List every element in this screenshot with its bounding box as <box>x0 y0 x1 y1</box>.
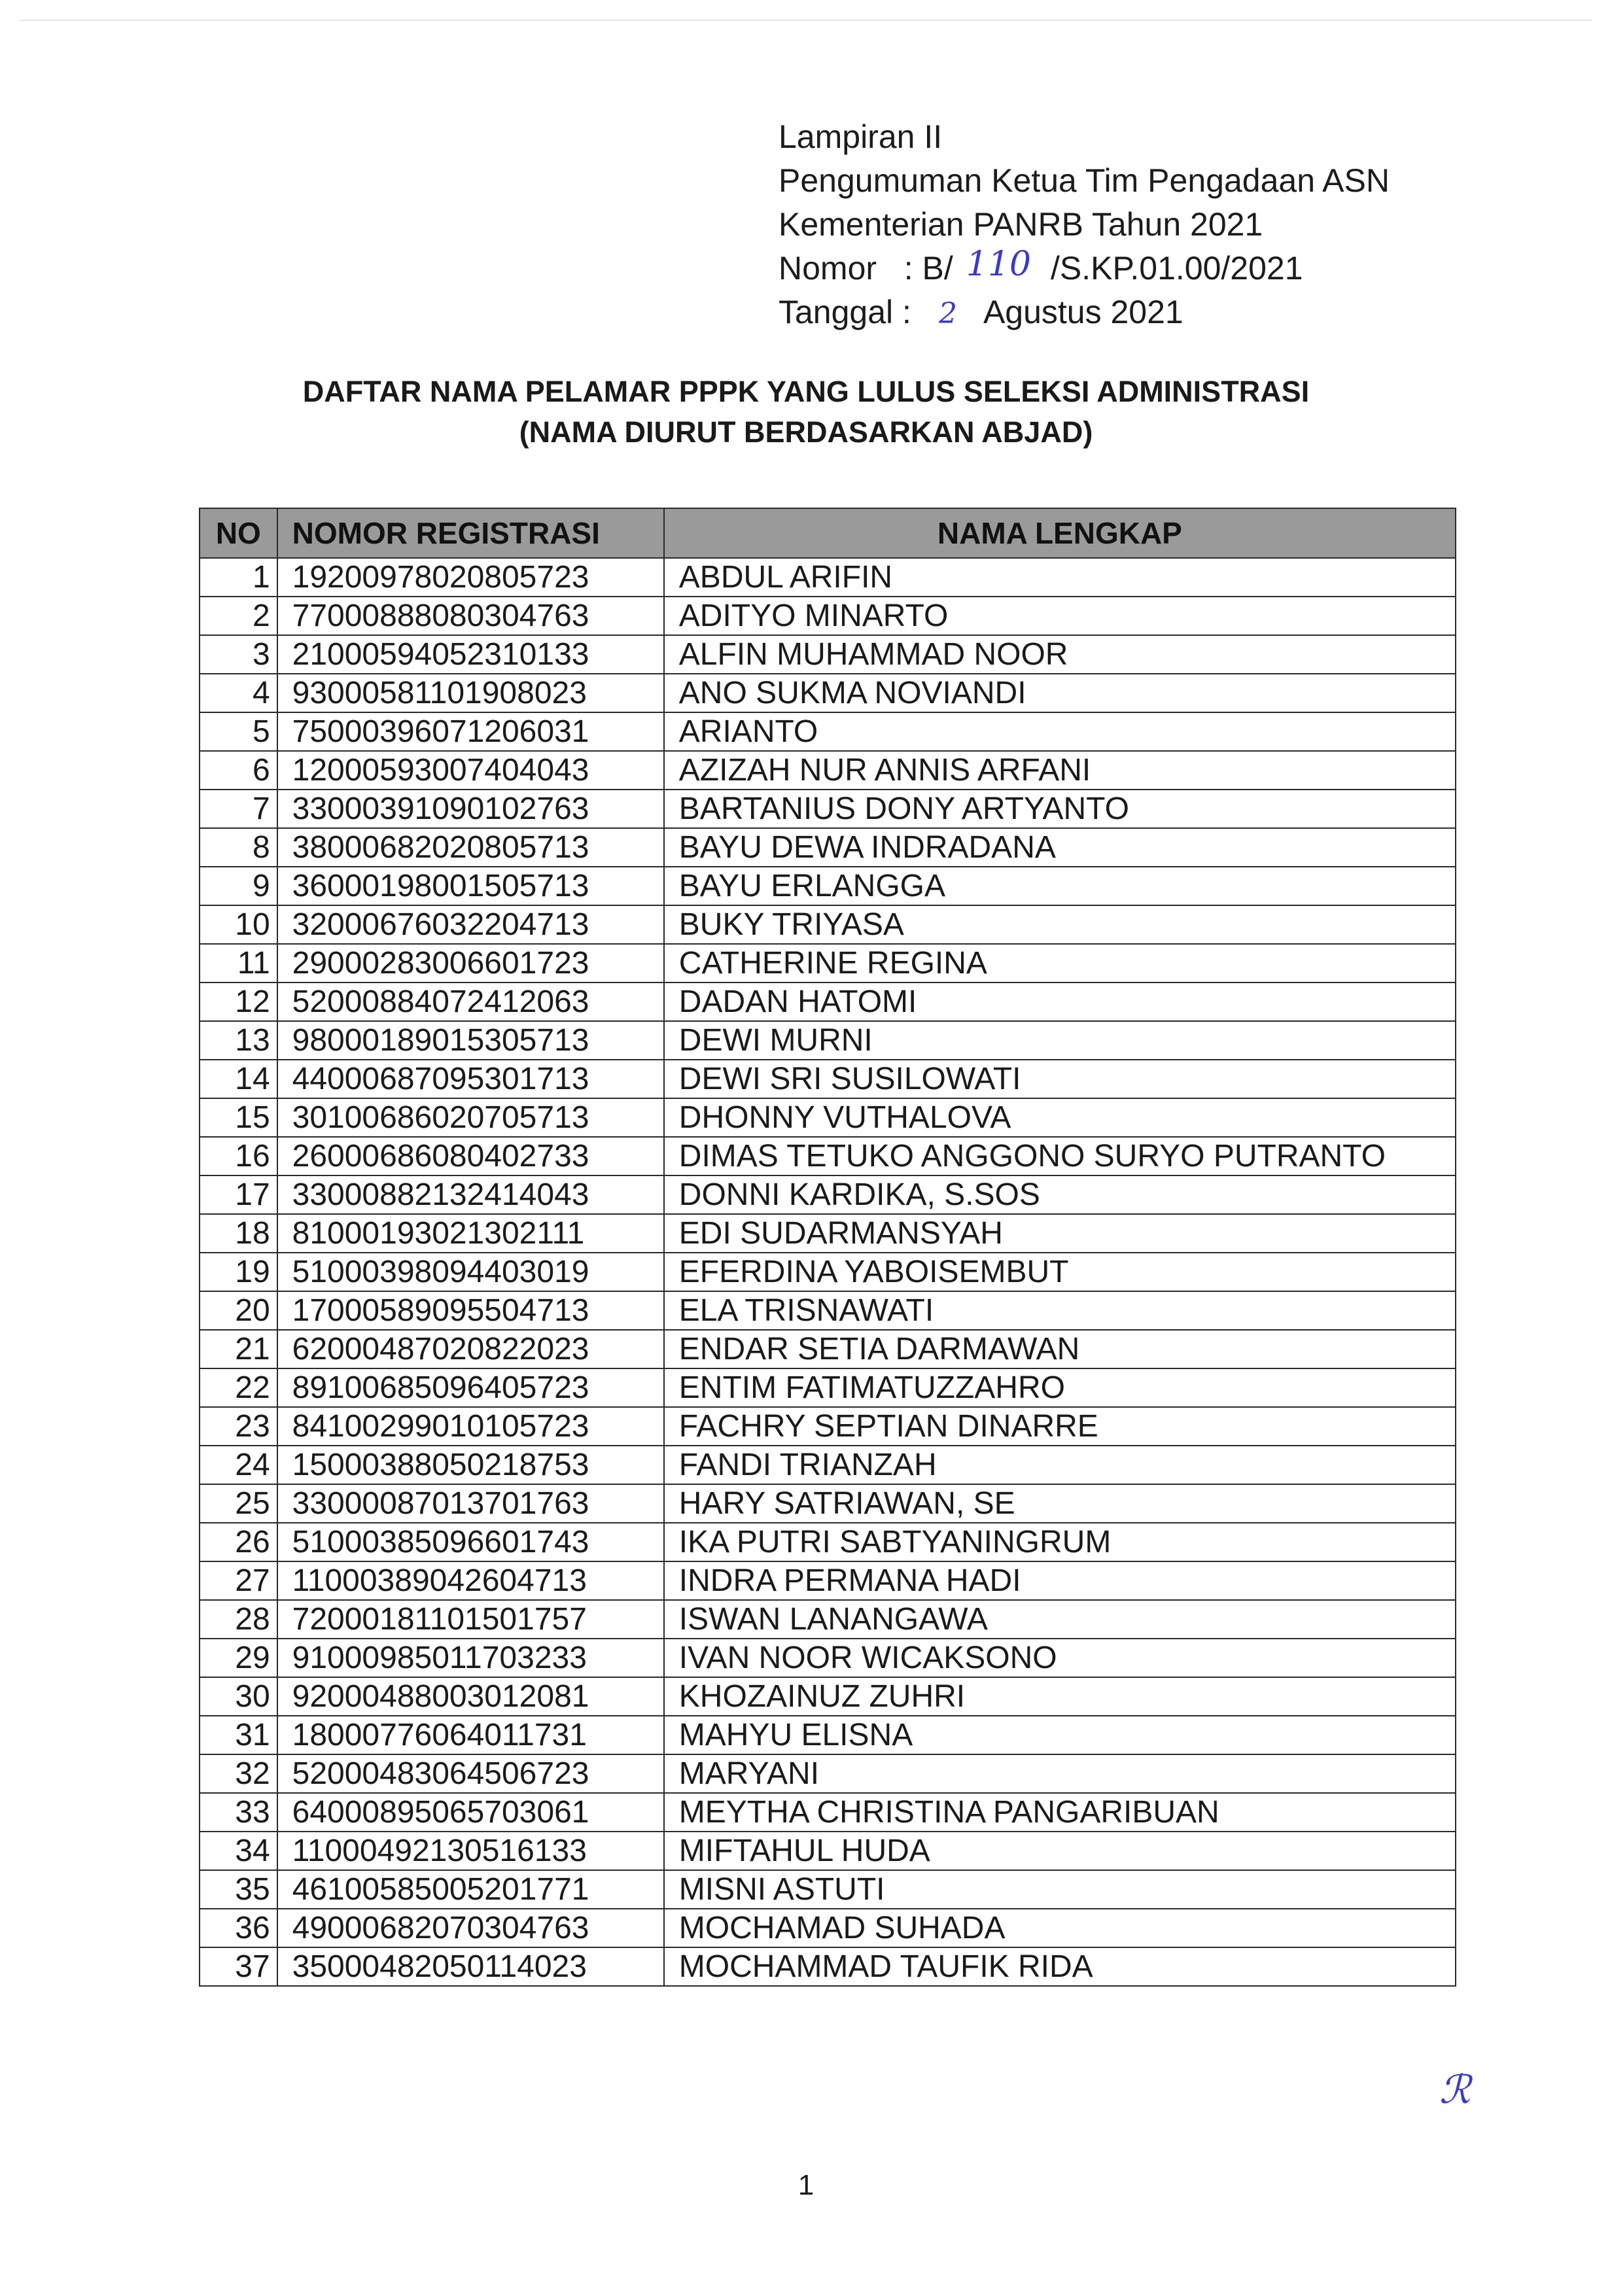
row-full-name: DIMAS TETUKO ANGGONO SURYO PUTRANTO <box>664 1137 1456 1175</box>
announcement-title: Pengumuman Ketua Tim Pengadaan ASN <box>779 162 1390 199</box>
row-full-name: FACHRY SEPTIAN DINARRE <box>664 1407 1456 1446</box>
row-registration-number: 89100685096405723 <box>277 1368 664 1407</box>
table-row <box>200 867 1456 905</box>
row-registration-number: 62000487020822023 <box>277 1330 664 1368</box>
table-row <box>200 905 1456 944</box>
table-row <box>200 674 1456 712</box>
row-full-name: DEWI SRI SUSILOWATI <box>664 1060 1456 1098</box>
row-full-name: HARY SATRIAWAN, SE <box>664 1484 1456 1523</box>
row-no: 31 <box>200 1716 277 1754</box>
row-registration-number: 30100686020705713 <box>277 1098 664 1137</box>
ministry-year: Kementerian PANRB Tahun 2021 <box>779 206 1263 243</box>
row-full-name: MOCHAMMAD TAUFIK RIDA <box>664 1947 1456 1986</box>
row-registration-number: 29000283006601723 <box>277 944 664 983</box>
row-registration-number: 26000686080402733 <box>277 1137 664 1175</box>
row-registration-number: 52000884072412063 <box>277 983 664 1021</box>
row-registration-number: 75000396071206031 <box>277 712 664 751</box>
row-no: 12 <box>200 983 277 1021</box>
row-full-name: AZIZAH NUR ANNIS ARFANI <box>664 751 1456 790</box>
row-full-name: ABDUL ARIFIN <box>664 558 1456 597</box>
table-row <box>200 1407 1456 1446</box>
table-row <box>200 790 1456 828</box>
row-no: 27 <box>200 1561 277 1600</box>
row-no: 19 <box>200 1253 277 1291</box>
row-full-name: INDRA PERMANA HADI <box>664 1561 1456 1600</box>
row-no: 29 <box>200 1639 277 1677</box>
row-full-name: CATHERINE REGINA <box>664 944 1456 983</box>
row-registration-number: 33000087013701763 <box>277 1484 664 1523</box>
row-registration-number: 32000676032204713 <box>277 905 664 944</box>
row-full-name: ADITYO MINARTO <box>664 597 1456 635</box>
row-full-name: DEWI MURNI <box>664 1021 1456 1060</box>
row-full-name: DHONNY VUTHALOVA <box>664 1098 1456 1137</box>
row-no: 3 <box>200 635 277 674</box>
row-no: 17 <box>200 1175 277 1214</box>
table-header-row <box>200 508 1456 558</box>
row-registration-number: 72000181101501757 <box>277 1600 664 1639</box>
nomor-line <box>779 247 1390 290</box>
row-full-name: ANO SUKMA NOVIANDI <box>664 674 1456 712</box>
row-no: 28 <box>200 1600 277 1639</box>
table-row <box>200 1832 1456 1870</box>
table-row <box>200 558 1456 597</box>
row-full-name: MEYTHA CHRISTINA PANGARIBUAN <box>664 1793 1456 1832</box>
nomor-prefix: : B/ <box>903 250 953 287</box>
row-full-name: MIFTAHUL HUDA <box>664 1832 1456 1870</box>
row-no: 25 <box>200 1484 277 1523</box>
row-full-name: ARIANTO <box>664 712 1456 751</box>
header-registration-number: NOMOR REGISTRASI <box>277 508 664 558</box>
tanggal-label: Tanggal : <box>779 294 911 330</box>
row-no: 20 <box>200 1291 277 1330</box>
row-registration-number: 11000492130516133 <box>277 1832 664 1870</box>
row-no: 1 <box>200 558 277 597</box>
row-no: 10 <box>200 905 277 944</box>
row-registration-number: 38000682020805713 <box>277 828 664 867</box>
row-full-name: BUKY TRIYASA <box>664 905 1456 944</box>
table-row <box>200 1600 1456 1639</box>
table-row <box>200 1291 1456 1330</box>
row-full-name: ENTIM FATIMATUZZAHRO <box>664 1368 1456 1407</box>
row-full-name: ISWAN LANANGAWA <box>664 1600 1456 1639</box>
row-registration-number: 91000985011703233 <box>277 1639 664 1677</box>
header-no: NO <box>200 508 277 558</box>
row-registration-number: 49000682070304763 <box>277 1909 664 1947</box>
row-registration-number: 18000776064011731 <box>277 1716 664 1754</box>
row-no: 7 <box>200 790 277 828</box>
nomor-label: Nomor <box>779 250 877 287</box>
row-full-name: EFERDINA YABOISEMBUT <box>664 1253 1456 1291</box>
row-full-name: MOCHAMAD SUHADA <box>664 1909 1456 1947</box>
row-registration-number: 51000398094403019 <box>277 1253 664 1291</box>
row-no: 16 <box>200 1137 277 1175</box>
row-no: 13 <box>200 1021 277 1060</box>
row-registration-number: 11000389042604713 <box>277 1561 664 1600</box>
table-row <box>200 1446 1456 1484</box>
table-row <box>200 1909 1456 1947</box>
row-full-name: ELA TRISNAWATI <box>664 1291 1456 1330</box>
row-registration-number: 21000594052310133 <box>277 635 664 674</box>
row-full-name: DADAN HATOMI <box>664 983 1456 1021</box>
table-row <box>200 1716 1456 1754</box>
table-row <box>200 1870 1456 1909</box>
row-no: 2 <box>200 597 277 635</box>
row-registration-number: 51000385096601743 <box>277 1523 664 1561</box>
row-registration-number: 17000589095504713 <box>277 1291 664 1330</box>
row-no: 24 <box>200 1446 277 1484</box>
row-full-name: DONNI KARDIKA, S.SOS <box>664 1175 1456 1214</box>
table-row <box>200 1330 1456 1368</box>
nomor-handwritten: 110 <box>966 245 1032 284</box>
table-row <box>200 983 1456 1021</box>
row-full-name: IKA PUTRI SABTYANINGRUM <box>664 1523 1456 1561</box>
table-row <box>200 712 1456 751</box>
row-no: 15 <box>200 1098 277 1137</box>
nomor-suffix: /S.KP.01.00/2021 <box>1051 250 1303 287</box>
table-row <box>200 1137 1456 1175</box>
table-row <box>200 1368 1456 1407</box>
row-registration-number: 35000482050114023 <box>277 1947 664 1986</box>
header-full-name: NAMA LENGKAP <box>664 508 1456 558</box>
table-row <box>200 1561 1456 1600</box>
row-registration-number: 93000581101908023 <box>277 674 664 712</box>
row-registration-number: 64000895065703061 <box>277 1793 664 1832</box>
row-full-name: BARTANIUS DONY ARTYANTO <box>664 790 1456 828</box>
table-row <box>200 944 1456 983</box>
row-full-name: EDI SUDARMANSYAH <box>664 1214 1456 1253</box>
row-no: 23 <box>200 1407 277 1446</box>
row-registration-number: 12000593007404043 <box>277 751 664 790</box>
table-row <box>200 1793 1456 1832</box>
table-row <box>200 1484 1456 1523</box>
table-row <box>200 597 1456 635</box>
row-registration-number: 77000888080304763 <box>277 597 664 635</box>
row-full-name: MARYANI <box>664 1754 1456 1793</box>
table-row <box>200 1060 1456 1098</box>
tanggal-rest: Agustus 2021 <box>983 294 1183 330</box>
row-registration-number: 52000483064506723 <box>277 1754 664 1793</box>
table-row <box>200 1253 1456 1291</box>
row-registration-number: 15000388050218753 <box>277 1446 664 1484</box>
row-registration-number: 98000189015305713 <box>277 1021 664 1060</box>
row-no: 9 <box>200 867 277 905</box>
document-title <box>0 372 1612 453</box>
row-registration-number: 81000193021302111 <box>277 1214 664 1253</box>
row-no: 4 <box>200 674 277 712</box>
row-no: 30 <box>200 1677 277 1716</box>
row-no: 33 <box>200 1793 277 1832</box>
row-registration-number: 46100585005201771 <box>277 1870 664 1909</box>
row-no: 11 <box>200 944 277 983</box>
row-no: 35 <box>200 1870 277 1909</box>
table-row <box>200 1754 1456 1793</box>
table-row <box>200 1175 1456 1214</box>
row-no: 18 <box>200 1214 277 1253</box>
row-no: 32 <box>200 1754 277 1793</box>
tanggal-handwritten: 2 <box>938 297 957 330</box>
applicant-table <box>199 508 1456 1987</box>
row-full-name: ENDAR SETIA DARMAWAN <box>664 1330 1456 1368</box>
title-line-2: (NAMA DIURUT BERDASARKAN ABJAD) <box>519 415 1093 449</box>
table-row <box>200 1021 1456 1060</box>
letterhead <box>779 115 1390 336</box>
table-row <box>200 635 1456 674</box>
row-full-name: IVAN NOOR WICAKSONO <box>664 1639 1456 1677</box>
row-full-name: ALFIN MUHAMMAD NOOR <box>664 635 1456 674</box>
row-full-name: MISNI ASTUTI <box>664 1870 1456 1909</box>
row-no: 8 <box>200 828 277 867</box>
row-registration-number: 92000488003012081 <box>277 1677 664 1716</box>
table-row <box>200 1639 1456 1677</box>
table-row <box>200 1677 1456 1716</box>
row-registration-number: 44000687095301713 <box>277 1060 664 1098</box>
row-full-name: MAHYU ELISNA <box>664 1716 1456 1754</box>
table-row <box>200 1947 1456 1986</box>
row-full-name: BAYU DEWA INDRADANA <box>664 828 1456 867</box>
row-no: 6 <box>200 751 277 790</box>
row-no: 22 <box>200 1368 277 1407</box>
table-row <box>200 828 1456 867</box>
row-full-name: KHOZAINUZ ZUHRI <box>664 1677 1456 1716</box>
page-number: 1 <box>797 2169 815 2201</box>
row-no: 21 <box>200 1330 277 1368</box>
row-no: 5 <box>200 712 277 751</box>
row-registration-number: 33000882132414043 <box>277 1175 664 1214</box>
row-registration-number: 36000198001505713 <box>277 867 664 905</box>
row-no: 34 <box>200 1832 277 1870</box>
row-registration-number: 19200978020805723 <box>277 558 664 597</box>
row-registration-number: 84100299010105723 <box>277 1407 664 1446</box>
row-registration-number: 33000391090102763 <box>277 790 664 828</box>
tanggal-line <box>779 290 1390 336</box>
row-no: 14 <box>200 1060 277 1098</box>
row-no: 36 <box>200 1909 277 1947</box>
lampiran-label: Lampiran II <box>779 118 943 155</box>
title-line-1: DAFTAR NAMA PELAMAR PPPK YANG LULUS SELEKSI ADMINISTRASI <box>302 375 1310 408</box>
table-row <box>200 751 1456 790</box>
paraf-initial: ℛ <box>1439 2067 1471 2113</box>
row-no: 37 <box>200 1947 277 1986</box>
table-row <box>200 1523 1456 1561</box>
row-no: 26 <box>200 1523 277 1561</box>
row-full-name: FANDI TRIANZAH <box>664 1446 1456 1484</box>
table-row <box>200 1214 1456 1253</box>
table-row <box>200 1098 1456 1137</box>
row-full-name: BAYU ERLANGGA <box>664 867 1456 905</box>
